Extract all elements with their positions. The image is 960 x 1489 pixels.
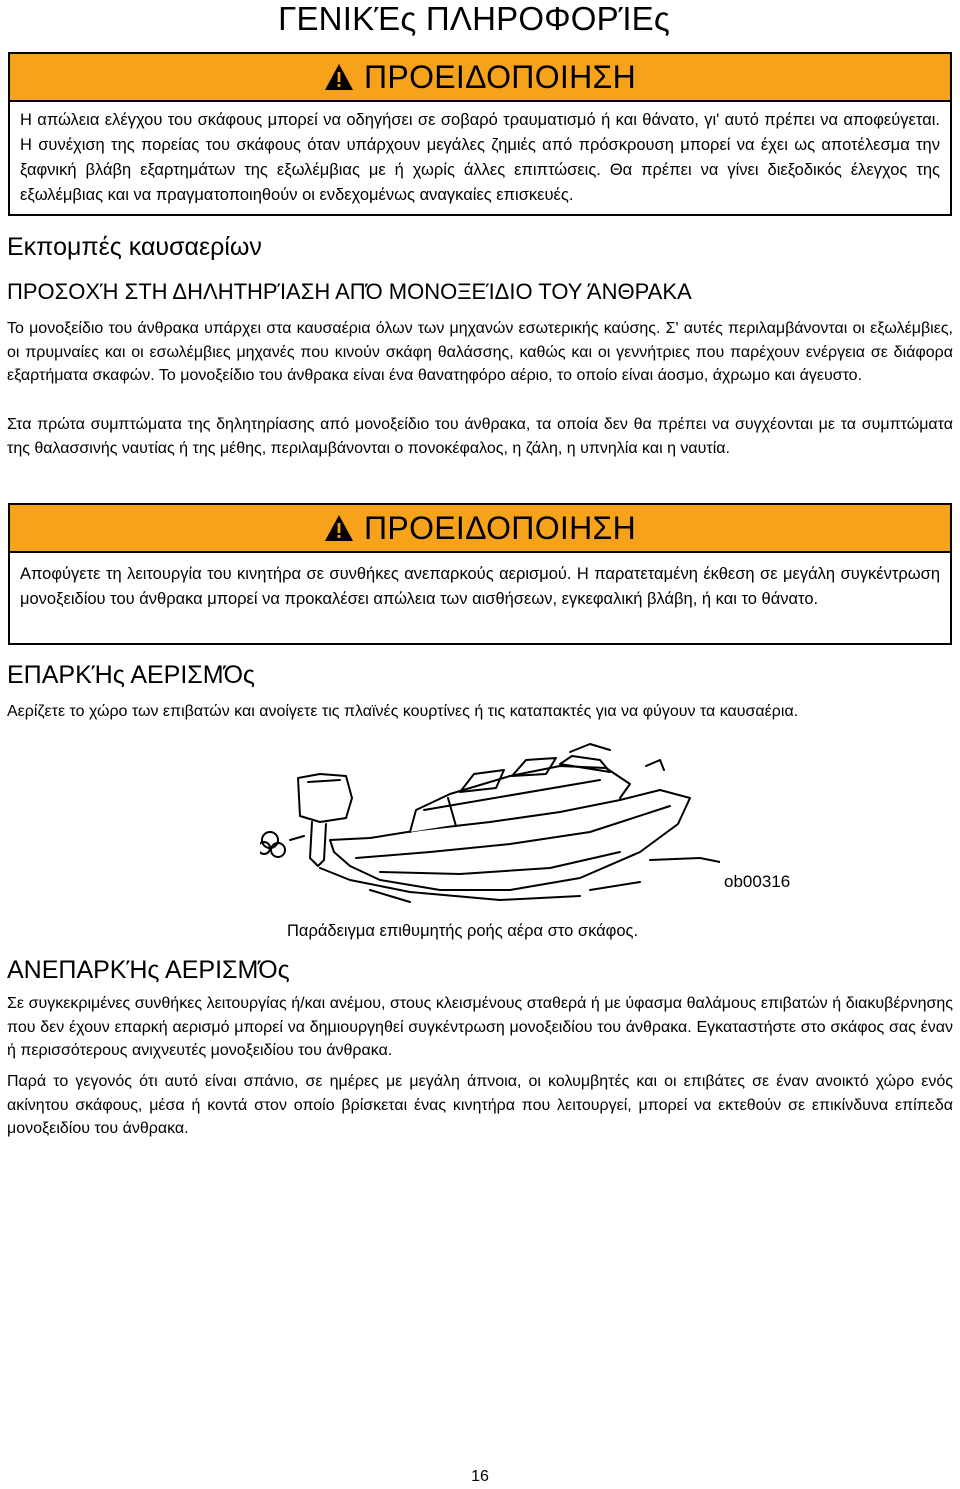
page-title: ΓΕΝΙΚΈς ΠΛΗΡΟΦΟΡΊΕς — [278, 0, 670, 37]
page-number: 16 — [471, 1468, 489, 1485]
inadequate-ventilation-paragraph-2: Παρά το γεγονός ότι αυτό είναι σπάνιο, σε ημέρες με μεγάλη άπνοια, οι κολυμβητές και οι επιβάτες σε έναν ανοικτό χώρο ενός ακίνητου σκάφους, μέσα ή κοντά στον οποίο βρίσκεται ένας κινητήρα που λειτουργεί, μπορεί να εκτεθούν σε επικίνδυνα επίπεδα μονοξειδίου του άνθρακα. — [7, 1073, 953, 1137]
exhaust-paragraph-2: Στα πρώτα συμπτώματα της δηλητηρίασης από μονοξείδιο του άνθρακα, τα οποία δεν θα πρέπει να συγχέονται με τα συμπτώματα της θαλασσινής ναυτίας ή της μέθης, περιλαμβάνονται ο πονοκέφαλος, η ζάλη, η υπνηλία και η ναυτία. — [7, 416, 953, 457]
section-heading-exhaust: Εκπομπές καυσαερίων — [7, 233, 262, 261]
warning-header — [10, 54, 950, 102]
section-heading-adequate-ventilation: ΕΠΑΡΚΉς ΑΕΡΙΣΜΌς — [7, 661, 255, 689]
warning-title: ΠΡΟΕΙΔΟΠΟΙΗΣΗ — [364, 510, 636, 546]
figure-id: ob00316 — [724, 872, 791, 891]
warning-triangle-icon — [324, 514, 354, 542]
warning-box-control-loss — [8, 52, 952, 216]
section-subheading-co-poisoning: ΠΡΟΣΟΧΉ ΣΤΗ ΔΗΛΗΤΗΡΊΑΣΗ ΑΠΌ ΜΟΝΟΞΕΊΔΙΟ ΤΟΥ ΆΝΘΡΑΚΑ — [7, 279, 692, 304]
warning-text: Αποφύγετε τη λειτουργία του κινητήρα σε συνθήκες ανεπαρκούς αερισμού. Η παρατεταμένη έκθεση σε μεγάλη συγκέντρωση μονοξειδίου του άνθρακα μπορεί να προκαλέσει απώλεια των αισθήσεων, εγκεφαλική βλάβη, ή και το θάνατο. — [20, 565, 940, 608]
section-heading-inadequate-ventilation: ΑΝΕΠΑΡΚΉς ΑΕΡΙΣΜΌς — [7, 956, 290, 984]
warning-text: Η απώλεια ελέγχου του σκάφους μπορεί να οδηγήσει σε σοβαρό τραυματισμό ή και θάνατο, γι' αυτό πρέπει να αποφεύγεται. Η συνέχιση της πορείας του σκάφους όταν υπάρχουν μεγάλες ζημιές από πρόσκρουση μπορεί να έχει ως αποτέλεσμα την ξαφνική βλάβη εξαρτημάτων της εξωλέμβιας με ή χωρίς άλλες επιπτώσεις. Θα πρέπει να γίνει διεξοδικός έλεγχος της εξωλέμβιας και να πραγματοποιηθούν οι ενδεχομένως αναγκαίες επισκευές. — [20, 111, 940, 204]
boat-airflow-illustration — [260, 740, 720, 910]
adequate-ventilation-text: Αερίζετε το χώρο των επιβατών και ανοίγετε τις πλαϊνές κουρτίνες ή τις καταπακτές για να φύγουν τα καυσαέρια. — [7, 703, 799, 720]
warning-triangle-icon — [324, 63, 354, 91]
warning-title: ΠΡΟΕΙΔΟΠΟΙΗΣΗ — [364, 59, 636, 95]
warning-box-ventilation — [8, 503, 952, 645]
warning-header — [10, 505, 950, 553]
figure-caption: Παράδειγμα επιθυμητής ροής αέρα στο σκάφος. — [287, 922, 639, 940]
exhaust-paragraph-1: Το μονοξείδιο του άνθρακα υπάρχει στα καυσαέρια όλων των μηχανών εσωτερικής καύσης. Σ' αυτές περιλαμβάνονται οι εξωλέμβιες, οι πρυμναίες και οι εσωλέμβιες μηχανές που κινούν σκάφη θαλάσσης, καθώς και οι γεννήτριες που παρέχουν ενέργεια σε διάφορα εξαρτήματα σκαφών. Το μονοξείδιο του άνθρακα είναι ένα θανατηφόρο αέριο, το οποίο είναι άοσμο, άχρωμο και άγευστο. — [7, 320, 953, 384]
inadequate-ventilation-paragraph-1: Σε συγκεκριμένες συνθήκες λειτουργίας ή/και ανέμου, στους κλεισμένους σταθερά ή με ύφασμα θαλάμους επιβατών ή διακυβέρνησης που δεν έχουν επαρκή αερισμό μπορεί να δημιουργηθεί συγκέντρωση μονοξειδίου του άνθρακα. Εγκαταστήστε στο σκάφος σας έναν ή περισσότερους ανιχνευτές μονοξειδίου του άνθρακα. — [7, 995, 953, 1059]
